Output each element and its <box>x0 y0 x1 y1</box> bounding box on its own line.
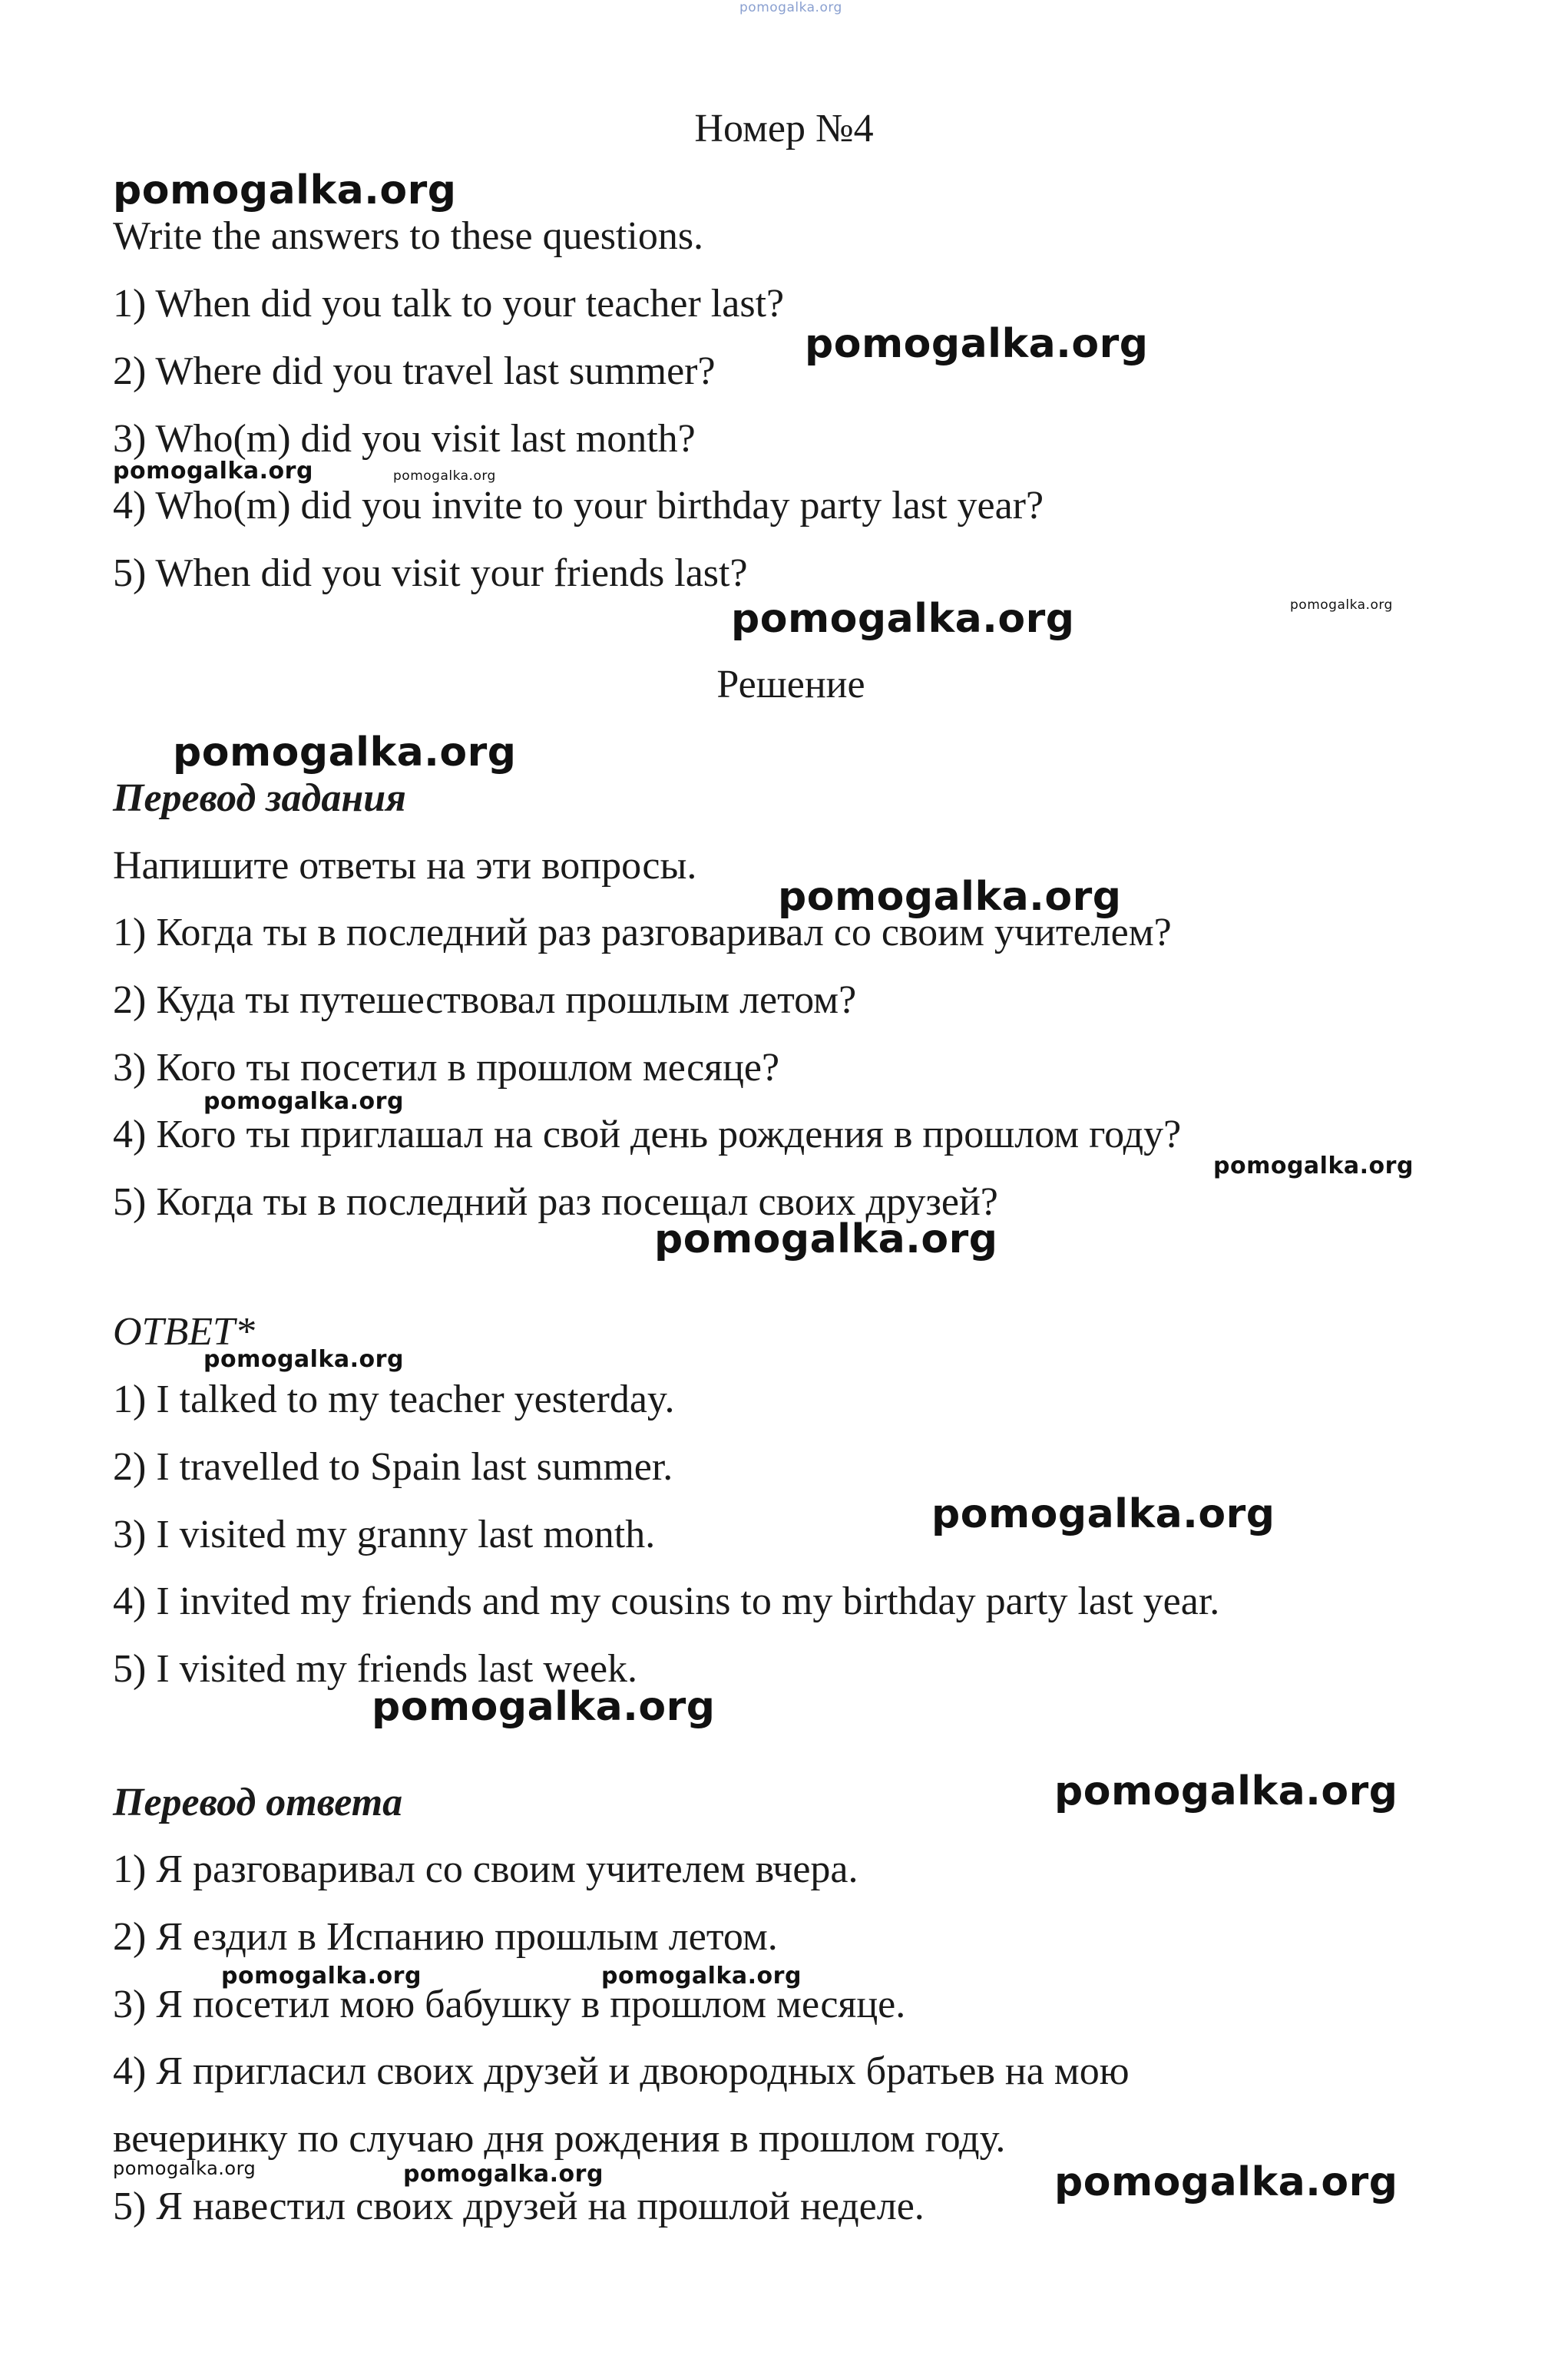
answer-translation-item: 2) Я ездил в Испанию прошлым летом. <box>113 1915 778 1959</box>
task-intro: Write the answers to these questions. <box>113 214 704 258</box>
watermark: pomogalka.org <box>221 1963 422 1990</box>
watermark: pomogalka.org <box>601 1963 802 1990</box>
watermark: pomogalka.org <box>113 167 457 213</box>
watermark: pomogalka.org <box>1213 1153 1414 1179</box>
watermark: pomogalka.org <box>372 1684 716 1730</box>
answer-translation-item: 5) Я навестил своих друзей на прошлой неделе. <box>113 2185 925 2228</box>
answer-item: 3) I visited my granny last month. <box>113 1513 656 1556</box>
watermark: pomogalka.org <box>113 2158 256 2179</box>
watermark: pomogalka.org <box>731 596 1075 642</box>
task-question: 2) Where did you travel last summer? <box>113 349 716 393</box>
translation-question: 4) Кого ты приглашал на свой день рождения в прошлом году? <box>113 1113 1182 1156</box>
translation-question: 1) Когда ты в последний раз разговаривал со своим учителем? <box>113 911 1172 954</box>
translation-question: 5) Когда ты в последний раз посещал своих друзей? <box>113 1180 998 1224</box>
watermark: pomogalka.org <box>739 0 842 15</box>
translation-question: 3) Кого ты посетил в прошлом месяце? <box>113 1046 780 1090</box>
translation-heading: Перевод задания <box>113 776 406 820</box>
translation-question: 2) Куда ты путешествовал прошлым летом? <box>113 978 857 1022</box>
task-question: 3) Who(m) did you visit last month? <box>113 417 696 461</box>
watermark: pomogalka.org <box>113 458 313 485</box>
watermark: pomogalka.org <box>778 874 1122 920</box>
watermark: pomogalka.org <box>805 321 1149 367</box>
answer-translation-item: вечеринку по случаю дня рождения в прошлом году. <box>113 2117 1006 2161</box>
answer-translation-item: 1) Я разговаривал со своим учителем вчера. <box>113 1847 858 1891</box>
watermark: pomogalka.org <box>393 468 496 484</box>
answer-item: 2) I travelled to Spain last summer. <box>113 1445 673 1489</box>
watermark: pomogalka.org <box>1054 2159 1398 2205</box>
watermark: pomogalka.org <box>203 1088 404 1115</box>
watermark: pomogalka.org <box>173 729 517 776</box>
answer-translation-item: 4) Я пригласил своих друзей и двоюродных братьев на мою <box>113 2049 1130 2093</box>
answer-heading: ОТВЕТ* <box>113 1310 255 1354</box>
task-question: 5) When did you visit your friends last? <box>113 551 748 595</box>
watermark: pomogalka.org <box>654 1216 998 1262</box>
watermark: pomogalka.org <box>1290 597 1393 613</box>
task-question: 4) Who(m) did you invite to your birthday party last year? <box>113 484 1044 528</box>
solution-label: Решение <box>716 663 865 706</box>
answer-translation-item: 3) Я посетил мою бабушку в прошлом месяце. <box>113 1983 906 2026</box>
translation-intro: Напишите ответы на эти вопросы. <box>113 844 697 888</box>
watermark: pomogalka.org <box>1054 1768 1398 1814</box>
watermark: pomogalka.org <box>203 1346 404 1373</box>
task-question: 1) When did you talk to your teacher last? <box>113 282 785 326</box>
answer-item: 5) I visited my friends last week. <box>113 1647 638 1691</box>
watermark: pomogalka.org <box>931 1491 1275 1537</box>
answer-translation-heading: Перевод ответа <box>113 1781 403 1824</box>
answer-item: 4) I invited my friends and my cousins to my birthday party last year. <box>113 1579 1220 1623</box>
watermark: pomogalka.org <box>403 2161 604 2188</box>
page-title: Номер №4 <box>694 107 874 150</box>
answer-item: 1) I talked to my teacher yesterday. <box>113 1378 675 1421</box>
